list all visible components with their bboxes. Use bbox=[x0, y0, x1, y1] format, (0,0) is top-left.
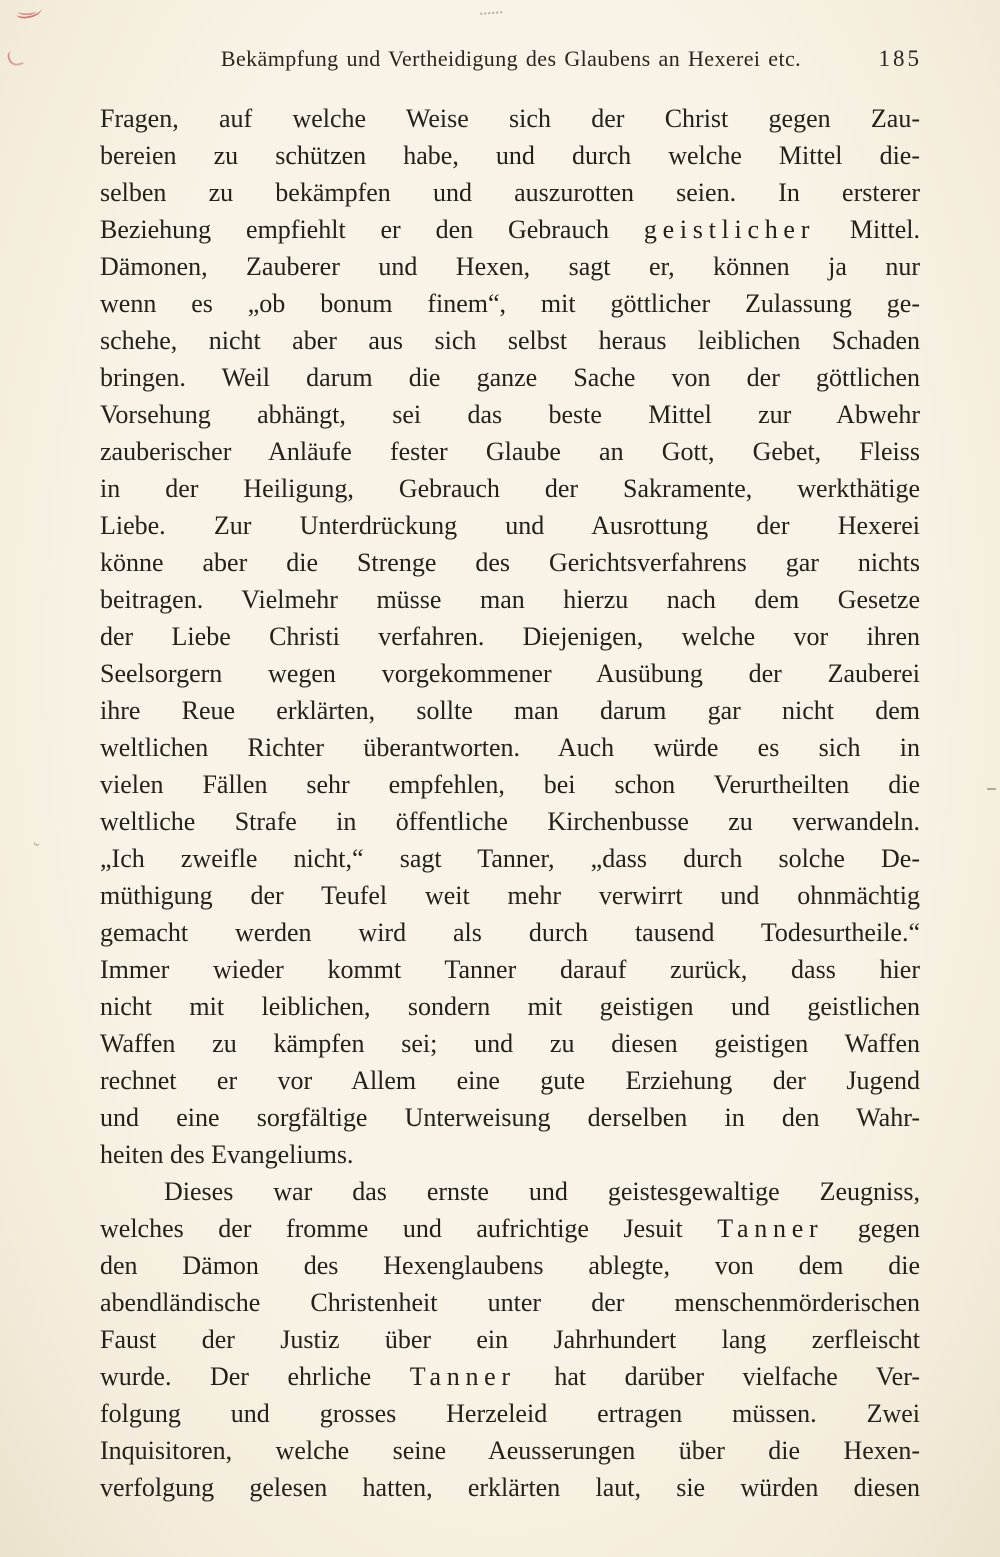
text-run: „Ich zweifle nicht,“ sagt Tanner, „dass durch solche De- bbox=[100, 844, 920, 873]
text-run: und eine sorgfältige Unterweisung derselben in den Wahr- bbox=[100, 1103, 920, 1132]
text-line bbox=[100, 1062, 920, 1099]
text-line bbox=[100, 729, 920, 766]
text-run: weltliche Strafe in öffentliche Kirchenbusse zu verwandeln. bbox=[100, 807, 920, 836]
text-line bbox=[100, 1284, 920, 1321]
text-run: schehe, nicht aber aus sich selbst heraus leiblichen Schaden bbox=[100, 326, 920, 355]
text-line bbox=[100, 581, 920, 618]
text-line bbox=[100, 174, 920, 211]
text-run: Inquisitoren, welche seine Aeusserungen über die Hexen- bbox=[100, 1436, 920, 1465]
text-line bbox=[100, 248, 920, 285]
text-run: Immer wieder kommt Tanner darauf zurück, dass hier bbox=[100, 955, 920, 984]
text-run: Liebe. Zur Unterdrückung und Ausrottung der Hexerei bbox=[100, 511, 920, 540]
text-run: hat darüber vielfache Ver- bbox=[515, 1362, 920, 1391]
spaced-word: Tanner bbox=[409, 1362, 516, 1391]
text-line bbox=[100, 877, 920, 914]
text-line bbox=[100, 1025, 920, 1062]
page-body bbox=[100, 100, 920, 1506]
text-run: Dämonen, Zauberer und Hexen, sagt er, können ja nur bbox=[100, 252, 920, 281]
text-run: Vorsehung abhängt, sei das beste Mittel zur Abwehr bbox=[100, 400, 920, 429]
paragraph bbox=[100, 100, 920, 1173]
text-run: Mittel. bbox=[815, 215, 920, 244]
scan-artifact bbox=[15, 2, 43, 19]
text-run: gegen bbox=[823, 1214, 920, 1243]
text-run: bringen. Weil darum die ganze Sache von der göttlichen bbox=[100, 363, 920, 392]
spaced-word: Tanner bbox=[717, 1214, 824, 1243]
text-line bbox=[100, 1247, 920, 1284]
text-line bbox=[100, 951, 920, 988]
text-run: Faust der Justiz über ein Jahrhundert lang zerfleischt bbox=[100, 1325, 920, 1354]
text-line bbox=[100, 100, 920, 137]
text-run: vielen Fällen sehr empfehlen, bei schon Verurtheilten die bbox=[100, 770, 920, 799]
text-line bbox=[100, 803, 920, 840]
text-line bbox=[100, 470, 920, 507]
text-line bbox=[100, 618, 920, 655]
text-run: Seelsorgern wegen vorgekommener Ausübung der Zauberei bbox=[100, 659, 920, 688]
text-line bbox=[100, 914, 920, 951]
text-line bbox=[100, 1395, 920, 1432]
paragraph bbox=[100, 1173, 920, 1506]
text-run: in der Heiligung, Gebrauch der Sakramente, werkthätige bbox=[100, 474, 920, 503]
text-line bbox=[100, 655, 920, 692]
text-run: der Liebe Christi verfahren. Diejenigen, welche vor ihren bbox=[100, 622, 920, 651]
text-run: welches der fromme und aufrichtige Jesuit bbox=[100, 1214, 718, 1243]
text-line bbox=[100, 359, 920, 396]
text-run: folgung und grosses Herzeleid ertragen müssen. Zwei bbox=[100, 1399, 920, 1428]
spaced-word: geistlicher bbox=[643, 215, 816, 244]
scan-artifact bbox=[987, 788, 996, 790]
text-run: wenn es „ob bonum finem“, mit göttlicher Zulassung ge- bbox=[100, 289, 920, 318]
text-run: verfolgung gelesen hatten, erklärten laut, sie würden diesen bbox=[100, 1473, 920, 1502]
text-run: zauberischer Anläufe fester Glaube an Gott, Gebet, Fleiss bbox=[100, 437, 920, 466]
text-run: selben zu bekämpfen und auszurotten seien. In ersterer bbox=[100, 178, 920, 207]
text-run: ihre Reue erklärten, sollte man darum gar nicht dem bbox=[100, 696, 920, 725]
scan-artifact bbox=[6, 49, 23, 68]
text-line bbox=[100, 396, 920, 433]
text-run: rechnet er vor Allem eine gute Erziehung der Jugend bbox=[100, 1066, 920, 1095]
header-title: Bekämpfung und Vertheidigung des Glaubens an Hexerei etc. bbox=[220, 46, 802, 71]
text-line bbox=[100, 544, 920, 581]
text-line bbox=[100, 1432, 920, 1469]
text-run: heiten des Evangeliums. bbox=[100, 1140, 354, 1169]
text-line bbox=[100, 1136, 920, 1173]
text-line bbox=[100, 507, 920, 544]
text-run: bereien zu schützen habe, und durch welche Mittel die- bbox=[100, 141, 920, 170]
text-line bbox=[100, 766, 920, 803]
text-run: Beziehung empfiehlt er den Gebrauch bbox=[100, 215, 644, 244]
text-run: könne aber die Strenge des Gerichtsverfahrens gar nichts bbox=[100, 548, 920, 577]
text-line bbox=[100, 988, 920, 1025]
text-line bbox=[100, 692, 920, 729]
text-run: Dieses war das ernste und geistesgewaltige Zeugniss, bbox=[164, 1177, 920, 1206]
text-line bbox=[100, 1469, 920, 1506]
scan-artifact bbox=[480, 3, 503, 15]
text-run: gemacht werden wird als durch tausend Todesurtheile.“ bbox=[100, 918, 920, 947]
text-line bbox=[100, 1099, 920, 1136]
text-run: wurde. Der ehrliche bbox=[100, 1362, 410, 1391]
text-line bbox=[100, 211, 920, 248]
text-line bbox=[100, 1321, 920, 1358]
text-line bbox=[100, 137, 920, 174]
text-run: beitragen. Vielmehr müsse man hierzu nach dem Gesetze bbox=[100, 585, 920, 614]
text-run: nicht mit leiblichen, sondern mit geistigen und geistlichen bbox=[100, 992, 920, 1021]
scan-artifact bbox=[33, 837, 41, 847]
text-line bbox=[100, 1358, 920, 1395]
page-number: 185 bbox=[878, 46, 922, 71]
running-header bbox=[100, 46, 922, 76]
text-line bbox=[100, 433, 920, 470]
text-run: abendländische Christenheit unter der menschenmörderischen bbox=[100, 1288, 920, 1317]
text-line bbox=[100, 1173, 920, 1210]
text-line bbox=[100, 285, 920, 322]
text-run: den Dämon des Hexenglaubens ablegte, von dem die bbox=[100, 1251, 920, 1280]
text-run: Fragen, auf welche Weise sich der Christ gegen Zau- bbox=[100, 104, 920, 133]
text-line bbox=[100, 840, 920, 877]
text-run: Waffen zu kämpfen sei; und zu diesen geistigen Waffen bbox=[100, 1029, 920, 1058]
text-run: weltlichen Richter überantworten. Auch würde es sich in bbox=[100, 733, 920, 762]
text-line bbox=[100, 1210, 920, 1247]
text-line bbox=[100, 322, 920, 359]
text-run: müthigung der Teufel weit mehr verwirrt und ohnmächtig bbox=[100, 881, 920, 910]
